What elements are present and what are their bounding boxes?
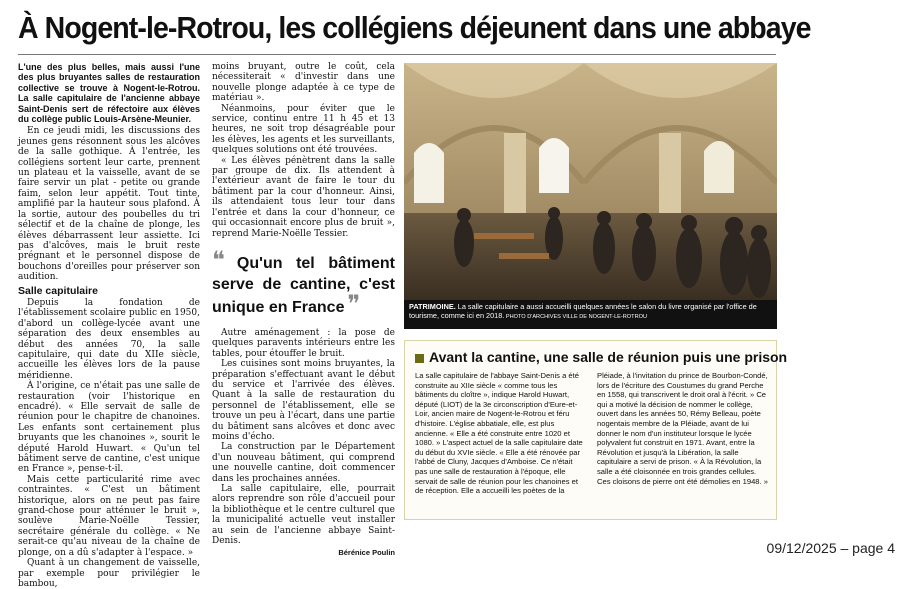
paragraph: En ce jeudi midi, les discussions des jeunes gens résonnent sous les alcôves de la salle gothique. À l'entrée, les collégiens sortent leur carte, prennent un plateau et la vaisselle, avant de se faire servir un plat - petite ou grande faim, selon leur appétit. Tout tinte, amplifié par la hauteur sous plafond. À la sortie, autour des poubelles du tri sélectif et de la chaîne de plonge, les élèves débarrassent leur assiette. Ici pas d'alcôves, mais le bruit reste prégnant et le personnel dispose de bouchons d'oreilles pour préserver son audition. [18, 126, 200, 283]
subhead: Salle capitulaire [18, 284, 98, 297]
paragraph: À l'origine, ce n'était pas une salle de restauration (voir l'historique en encadré). « Elle servait de salle de réunion pour le chapitre de chanoines. Les enfants sont certainement plus bruyants que les chanoines », sourit le député Harold Huwart. « Qu'un tel bâtiment serve de cantine, c'est unique en France », pense-t-il. [18, 381, 200, 475]
sidebar-column-left [415, 371, 585, 496]
paragraph: Mais cette particularité rime avec contraintes. « C'est un bâtiment historique, alors on ne peut pas faire grand-chose pour atténuer le bruit », soulève Marie-Noëlle Tessier, secrétaire générale du collège. « Ne serait-ce qu'au niveau de la chaîne de plonge, on a dû s'adapter à l'espace. » [18, 474, 200, 558]
sidebar-text: Pléiade, à l'invitation du prince de Bourbon-Condé, lors de l'écriture des Coustumes du grand Perche en 1558, qui transcrivent le droit oral à l'écrit. » Ce qui a motivé la décision de nommer le collège, ouvert dans les années 50, Rémy Belleau, poète nogentais membre de la Pléiade, avant de lui donner le nom d'un instituteur lorsque le lycée polyvalent fut construit en 1971. Avant, entre la Révolution et jusqu'à la Libération, la salle capitulaire a servi de prison. « À la Révolution, la salle a été cloisonnée en trois grandes cellules. Ces cloisons de pierre ont été démolies en 1948. » [597, 371, 768, 486]
pull-quote [212, 245, 395, 318]
sidebar-title [415, 349, 787, 365]
sidebar-column-right [597, 371, 769, 486]
article-column-2 [212, 62, 395, 559]
paragraph: Depuis la fondation de l'établissement scolaire public en 1950, d'abord un collège-lycée avant une séparation des deux ensembles au début des années 70, la salle capitulaire, qui date du XIIe siècle, accueille les élèves lors de la pause méridienne. [18, 297, 200, 381]
history-sidebar [404, 340, 788, 520]
paragraph: moins bruyant, outre le coût, cela nécessiterait « d'investir dans une nouvelle plonge adaptée à ce type de matériau ». [212, 62, 395, 104]
paragraph: Autre aménagement : la pose de quelques paravents intérieurs entre les tables, pour étouffer le bruit. [212, 327, 395, 359]
abbey-hall-image [404, 63, 777, 300]
lead-paragraph: L'une des plus belles, mais aussi l'une des plus bruyantes salles de restauration collective se trouve à Nogent-le-Rotrou. La salle capitulaire de l'ancienne abbaye Saint-Denis sert de réfectoire aux élèves du collège public Louis-Arsène-Meunier. [18, 62, 200, 125]
pull-quote-text: Qu'un tel bâtiment serve de cantine, c'est unique en France [212, 254, 395, 316]
page-footer: 09/12/2025 – page 4 [766, 540, 895, 556]
article-column-1 [18, 62, 200, 589]
paragraph: La salle capitulaire, elle, pourrait alors reprendre son rôle d'accueil pour la bibliothèque et le centre culturel que la municipalité actuelle veut installer au sein de l'ancienne abbaye Saint-Denis. [212, 484, 395, 547]
paragraph: Néanmoins, pour éviter que le service, continu entre 11 h 45 et 13 heures, ne soit trop désagréable pour les élèves, les agents et les surveillants, quelques solutions ont été trouvées. [212, 103, 395, 156]
paragraph: Les cuisines sont moins bruyantes, la préparation s'effectuant avant le début du service et l'arrivée des élèves. Quant à la salle de restauration du personnel de l'établissement, elle se trouve un peu à l'écart, dans une partie du bâtiment sans alcôves et donc avec moins d'écho. [212, 359, 395, 442]
sidebar-title-text: Avant la cantine, une salle de réunion puis une prison [429, 349, 788, 365]
close-quote-icon: ❞ [347, 289, 361, 318]
paragraph: La construction par le Département d'un nouveau bâtiment, qui comprend une nouvelle cantine, doit commencer dans les prochaines années. [212, 442, 395, 484]
paragraph: Quant à un changement de vaisselle, par exemple pour privilégier le bambou, [18, 558, 200, 589]
headline: À Nogent-le-Rotrou, les collégiens déjeunent dans une abbaye [18, 10, 811, 45]
square-bullet-icon [415, 354, 424, 363]
headline-rule [18, 54, 776, 55]
author-signature: Bérénice Poulin [338, 548, 395, 558]
caption-label: PATRIMOINE. [409, 302, 456, 311]
paragraph: « Les élèves pénètrent dans la salle par groupe de dix. Ils attendent à l'extérieur avant de faire le tour du bâtiment par la cour d'honneur. Ainsi, ils attendaient tous leur tour dans l'entrée et dans la cour d'honneur, ce qui occasionnait encore plus de bruit », reprend Marie-Noëlle Tessier. [212, 155, 395, 239]
abbey-photo [404, 63, 777, 300]
caption-text: La salle capitulaire a aussi accueilli quelques années le salon du livre organisé par l'office de tourisme, comme ici en 2018. [409, 302, 757, 320]
photo-credit: PHOTO D'ARCHIVES VILLE DE NOGENT-LE-ROTROU [504, 314, 648, 320]
sidebar-text: La salle capitulaire de l'abbaye Saint-Denis a été construite au XIIe siècle « comme tous les bâtiments du cloître », indique Harold Huwart, député (LIOT) de la 3e circonscription d'Eure-et-Loir, ancien maire de Nogent-le-Rotrou et féru d'histoire. L'église abbatiale, elle, est plus ancienne. « Elle a été construite entre 1020 et 1080. » L'aspect actuel de la salle capitulaire date du début du XVIe siècle. « Elle a été rénovée par l'abbé de Cluny, Jacques d'Amboise. Ce n'était pas une salle de restauration à l'époque, elle servait de salle de réunion pour les chanoines et de réception. Elle a accueilli les poètes de la [415, 371, 583, 496]
photo-caption [404, 300, 777, 329]
open-quote-icon: ❝ [212, 245, 225, 274]
